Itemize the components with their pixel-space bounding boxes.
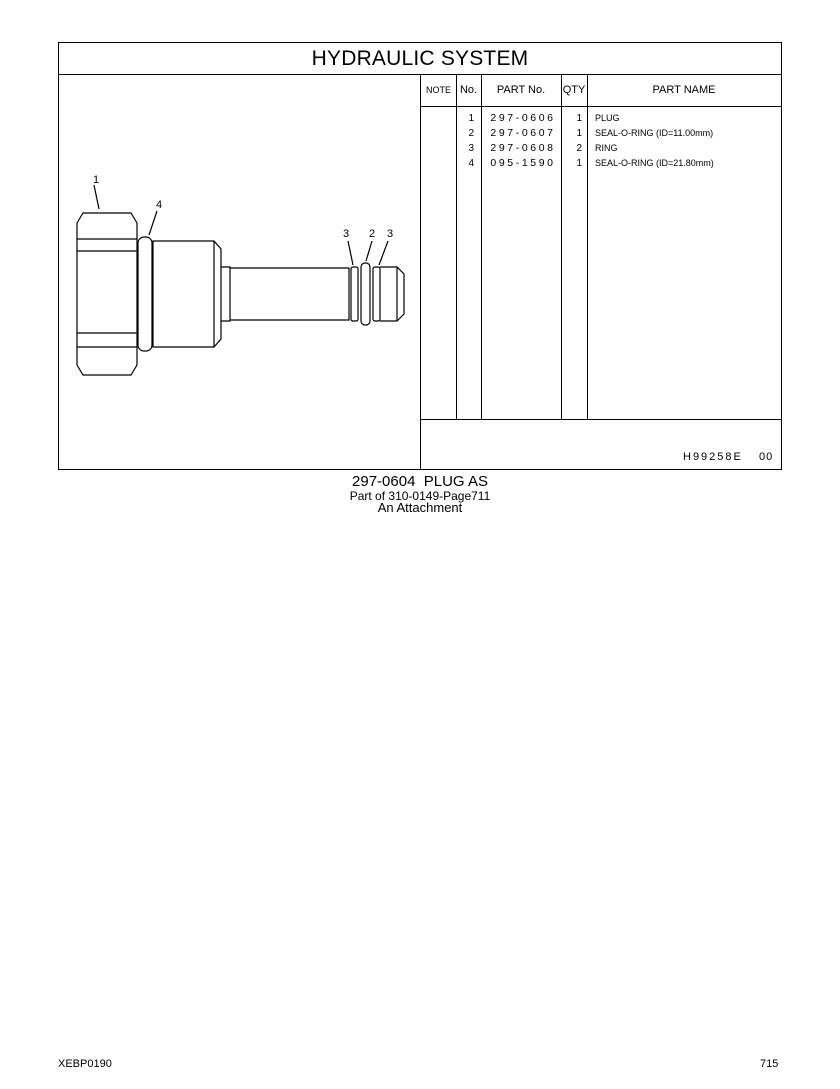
header-qty: QTY xyxy=(562,84,586,96)
parts-frame xyxy=(58,42,782,470)
ring-right xyxy=(373,267,380,321)
callout-1: 1 xyxy=(93,174,100,186)
page-title: HYDRAULIC SYSTEM xyxy=(59,43,781,75)
part-drawing xyxy=(59,75,421,469)
header-note: NOTE xyxy=(425,85,451,95)
plug-neck xyxy=(221,267,230,321)
row-part-name: PLUG xyxy=(595,113,620,123)
row-part-no: 095-1590 xyxy=(490,157,556,169)
row-qty: 1 xyxy=(576,158,582,169)
row-part-name: RING xyxy=(595,143,618,153)
plug-shaft xyxy=(230,268,349,320)
row-no: 3 xyxy=(468,143,474,154)
callout-2: 2 xyxy=(369,228,376,240)
plug-tip xyxy=(380,267,404,321)
row-qty: 1 xyxy=(576,128,582,139)
assembly-parent: Part of 310-0149-Page711 xyxy=(349,489,491,503)
parts-table xyxy=(421,75,781,469)
header-no: No. xyxy=(459,84,478,96)
table-row xyxy=(421,111,781,126)
oring-large xyxy=(138,237,152,351)
header-part-no: PART No. xyxy=(496,84,546,96)
row-part-no: 297-0606 xyxy=(490,112,556,124)
callout-3-left: 3 xyxy=(343,228,350,240)
table-row xyxy=(421,156,781,171)
row-part-name: SEAL-O-RING (ID=21.80mm) xyxy=(595,158,714,168)
page-number: 715 xyxy=(760,1058,779,1070)
plug-body xyxy=(153,241,221,347)
row-part-name: SEAL-O-RING (ID=11.00mm) xyxy=(595,128,714,138)
drawing-reference: H99258E xyxy=(683,451,743,463)
assembly-title: 297-0604 PLUG AS xyxy=(352,473,488,490)
table-row xyxy=(421,126,781,141)
row-no: 2 xyxy=(468,128,474,139)
ring-left xyxy=(351,267,358,321)
row-qty: 2 xyxy=(576,143,582,154)
row-no: 4 xyxy=(468,158,474,169)
document-code: XEBP0190 xyxy=(58,1058,112,1070)
row-qty: 1 xyxy=(576,113,582,124)
hex-nut xyxy=(77,213,137,375)
table-row xyxy=(421,141,781,156)
assembly-type: An Attachment xyxy=(377,500,463,515)
header-part-name: PART NAME xyxy=(652,84,716,96)
row-part-no: 297-0608 xyxy=(490,142,556,154)
callout-4: 4 xyxy=(156,199,163,211)
row-part-no: 297-0607 xyxy=(490,127,556,139)
plug-illustration xyxy=(59,75,421,469)
callout-3-right: 3 xyxy=(387,228,394,240)
oring-small xyxy=(361,263,370,325)
drawing-revision: 00 xyxy=(759,451,774,463)
row-no: 1 xyxy=(468,113,474,124)
